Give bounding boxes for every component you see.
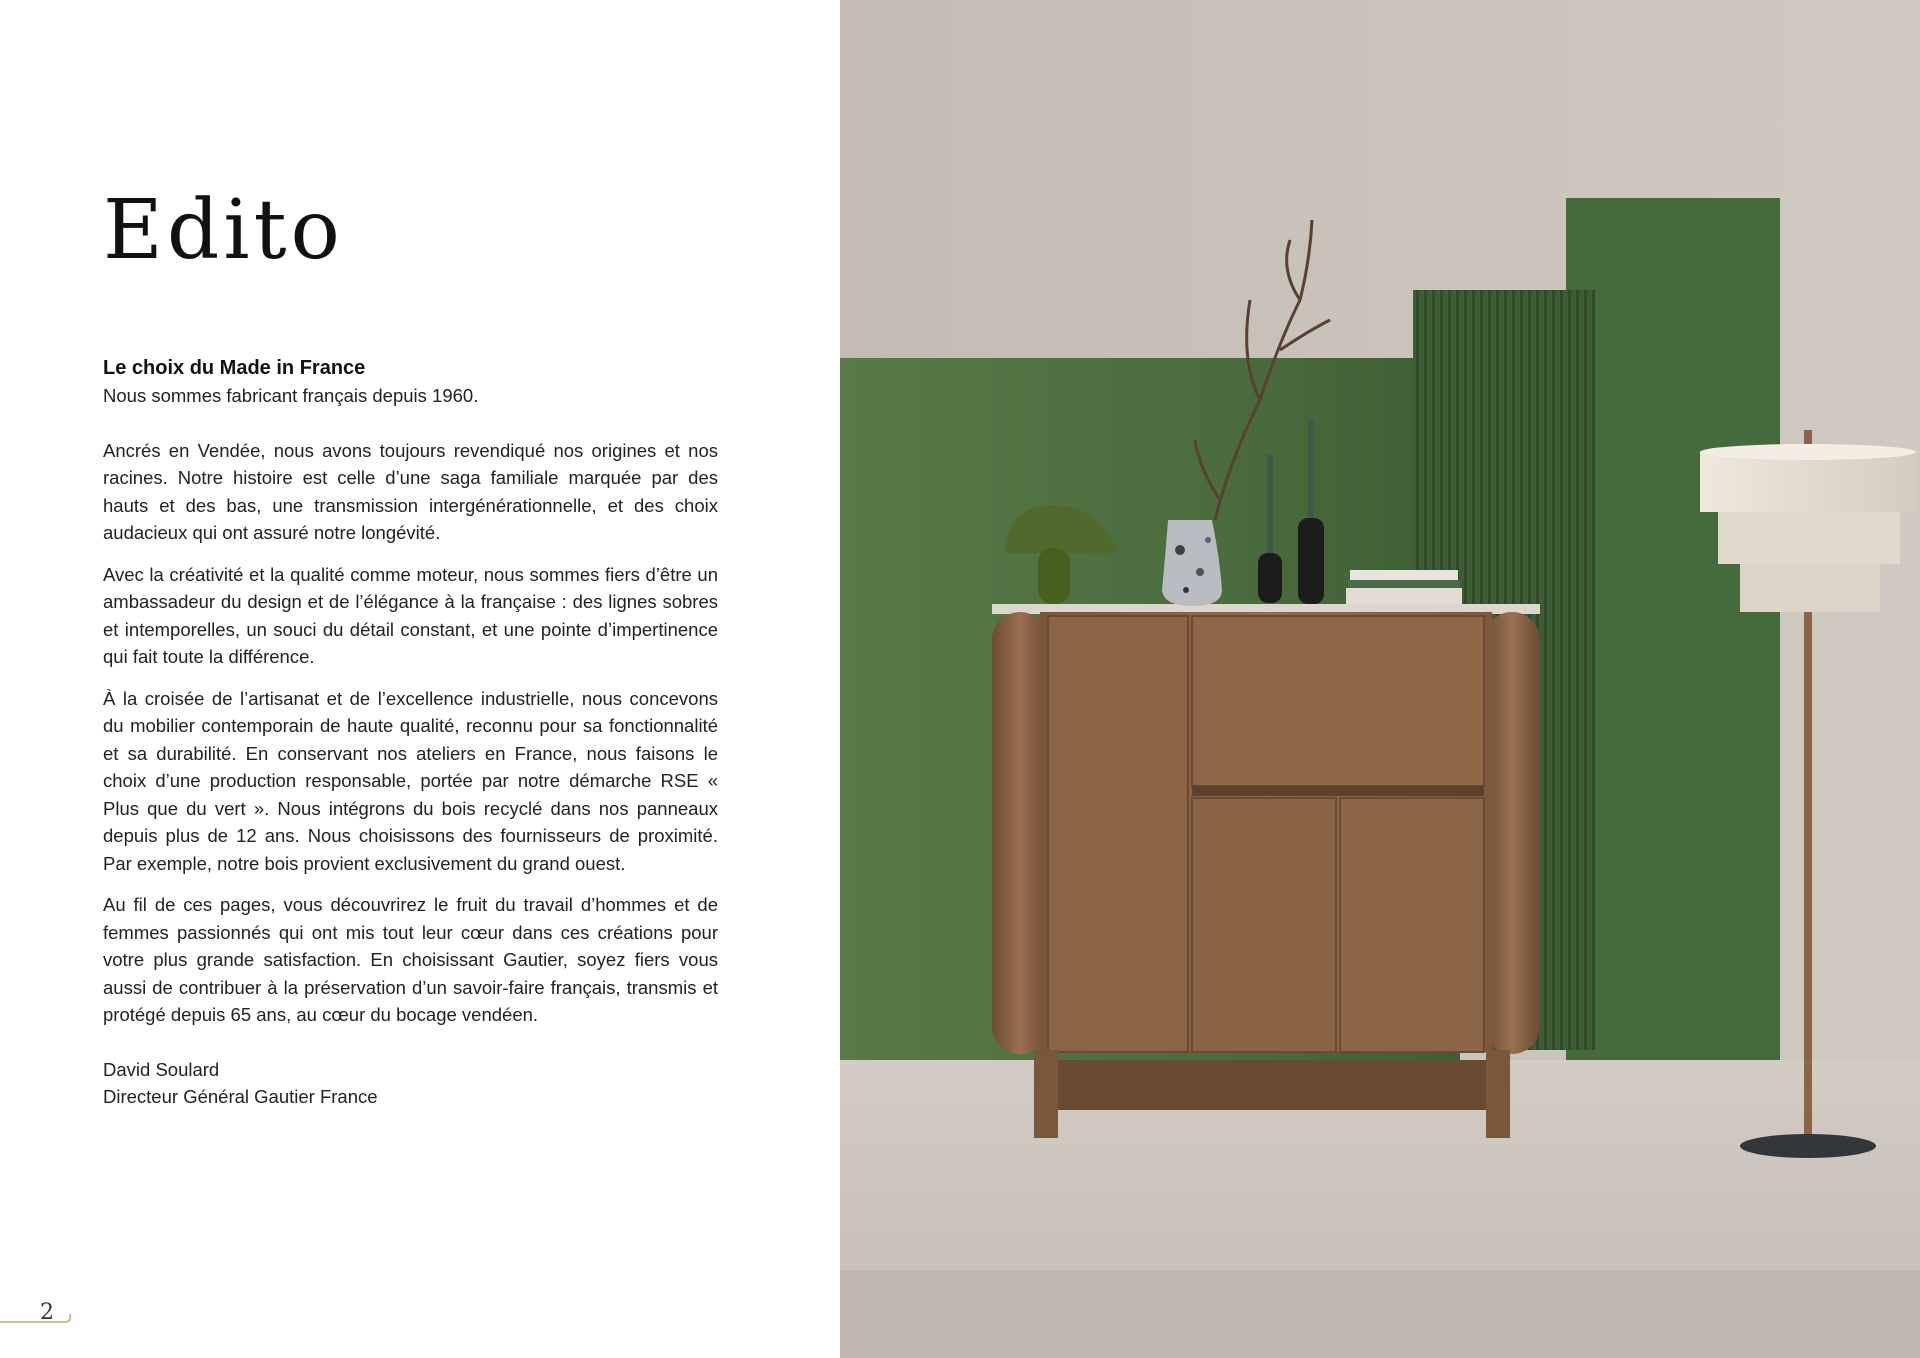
terrazzo-vase bbox=[1162, 520, 1222, 606]
article-intro: Nous sommes fabricant français depuis 1960. bbox=[103, 385, 479, 406]
page-number-ornament bbox=[0, 1312, 80, 1332]
green-tall-panel bbox=[1566, 198, 1780, 1158]
article-paragraph: À la croisée de l’artisanat et de l’excellence industrielle, nous concevons du mobilier contemporain de haute qualité, reconnu pour sa fonctionnalité et sa durabilité. En conservant nos ateliers en France, nous faisons le choix d’une production responsable, portée par notre démarche RSE « Plus que du vert ». Nous intégrons du bois recyclé dans nos panneaux depuis plus de 12 ans. Nous choisissons des fournisseurs de proximité. Par exemple, notre bois provient exclusivement du grand ouest. bbox=[103, 687, 718, 874]
cabinet-lower-right-door bbox=[1340, 798, 1484, 1052]
cabinet-lower-left-door bbox=[1192, 798, 1336, 1052]
cabinet-drawer-pull bbox=[1192, 786, 1484, 796]
stacked-books bbox=[1346, 570, 1462, 604]
page-title: Edito bbox=[103, 183, 344, 278]
cabinet-left-door bbox=[1048, 616, 1188, 1052]
article-paragraph: Ancrés en Vendée, nous avons toujours revendiqué nos origines et nos racines. Notre histoire est celle d’une saga familiale marquée par des hauts et des bas, une transmission intergénérationnelle, et des choix audacieux qui ont assuré notre longévité. bbox=[103, 439, 718, 543]
page-number: 2 bbox=[40, 1300, 54, 1325]
article-paragraph: Au fil de ces pages, vous découvrirez le fruit du travail d’hommes et de femmes passionnés qui ont mis tout leur cœur dans ces créations pour votre plus grande satisfaction. En choisissant Gautier, soyez fiers vous aussi de contribuer à la préservation d’un savoir-faire français, transmis et protégé depuis 65 ans, au cœur du bocage vendéen. bbox=[103, 894, 718, 1025]
cabinet-top-drawer bbox=[1192, 616, 1484, 786]
signature-name: David Soulard bbox=[103, 1058, 220, 1080]
cabinet-right-foot bbox=[1486, 1050, 1510, 1138]
article-paragraph: Avec la créativité et la qualité comme moteur, nous sommes fiers d’être un ambassadeur du design et de l’élégance à la française : des lignes sobres et intemporelles, un souci du détail constant, et une pointe d’impertinence qui fait toute la différence. bbox=[103, 563, 718, 667]
article-subtitle: Le choix du Made in France bbox=[103, 357, 366, 379]
signature-role: Directeur Général Gautier France bbox=[103, 1086, 378, 1107]
cabinet-left-foot bbox=[1034, 1050, 1058, 1138]
floor-shadow bbox=[840, 1270, 1920, 1358]
cabinet-right-side bbox=[1484, 612, 1540, 1054]
cabinet-base bbox=[1058, 1060, 1486, 1110]
cabinet-left-side bbox=[992, 612, 1048, 1054]
editorial-text-panel bbox=[0, 0, 840, 1358]
signature-block bbox=[103, 1056, 718, 1111]
editorial-content bbox=[103, 354, 718, 1111]
